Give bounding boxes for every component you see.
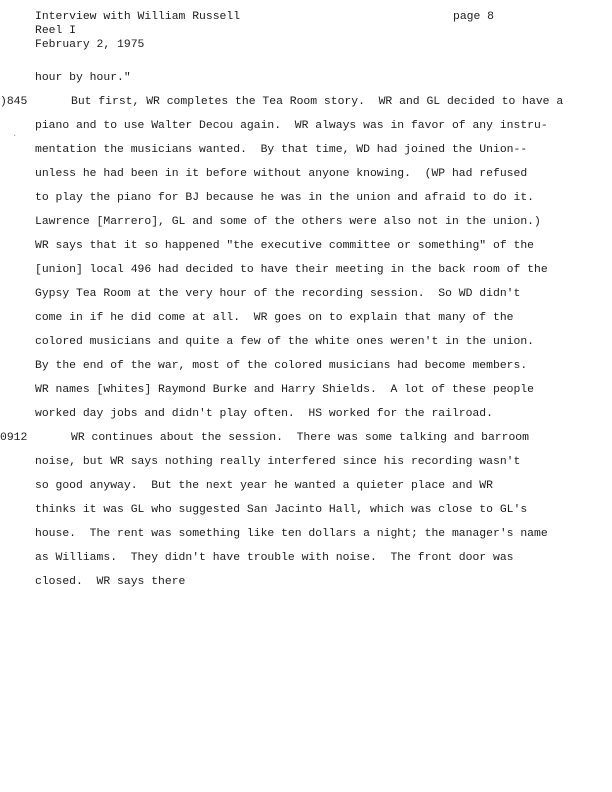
text-line: mentation the musicians wanted. By that time, WD had joined the Union--	[35, 144, 528, 156]
text-line: house. The rent was something like ten dollars a night; the manager's name	[35, 528, 548, 540]
text-line: WR names [whites] Raymond Burke and Harry Shields. A lot of these people	[35, 384, 534, 396]
text-line: to play the piano for BJ because he was in the union and afraid to do it.	[35, 192, 534, 204]
text-line: WR continues about the session. There was some talking and barroom	[71, 432, 529, 444]
text-line: come in if he did come at all. WR goes on to explain that many of the	[35, 312, 514, 324]
interview-title: Interview with William Russell	[35, 11, 241, 23]
timecode: )845	[0, 96, 28, 108]
scan-speck: ·	[12, 131, 18, 141]
text-line: thinks it was GL who suggested San Jacinto Hall, which was close to GL's	[35, 504, 528, 516]
interview-date: February 2, 1975	[35, 39, 145, 51]
text-line: [union] local 496 had decided to have their meeting in the back room of the	[35, 264, 548, 276]
text-line: worked day jobs and didn't play often. HS worked for the railroad.	[35, 408, 493, 420]
text-line: colored musicians and quite a few of the white ones weren't in the union.	[35, 336, 534, 348]
text-line: closed. WR says there	[35, 576, 186, 588]
text-line: piano and to use Walter Decou again. WR always was in favor of any instru-	[35, 120, 548, 132]
text-line: Gypsy Tea Room at the very hour of the recording session. So WD didn't	[35, 288, 521, 300]
text-line: so good anyway. But the next year he wanted a quieter place and WR	[35, 480, 493, 492]
text-line: By the end of the war, most of the colored musicians had become members.	[35, 360, 528, 372]
reel-label: Reel I	[35, 25, 77, 37]
text-line: unless he had been in it before without anyone knowing. (WP had refused	[35, 168, 528, 180]
text-line: Lawrence [Marrero], GL and some of the others were also not in the union.)	[35, 216, 541, 228]
text-line: as Williams. They didn't have trouble with noise. The front door was	[35, 552, 514, 564]
text-line: hour by hour."	[35, 72, 131, 84]
timecode: 0912	[0, 432, 28, 444]
page-number: page 8	[453, 11, 495, 23]
text-line: WR says that it so happened "the executive committee or something" of the	[35, 240, 534, 252]
text-line: noise, but WR says nothing really interfered since his recording wasn't	[35, 456, 521, 468]
text-line: But first, WR completes the Tea Room story. WR and GL decided to have a	[71, 96, 564, 108]
